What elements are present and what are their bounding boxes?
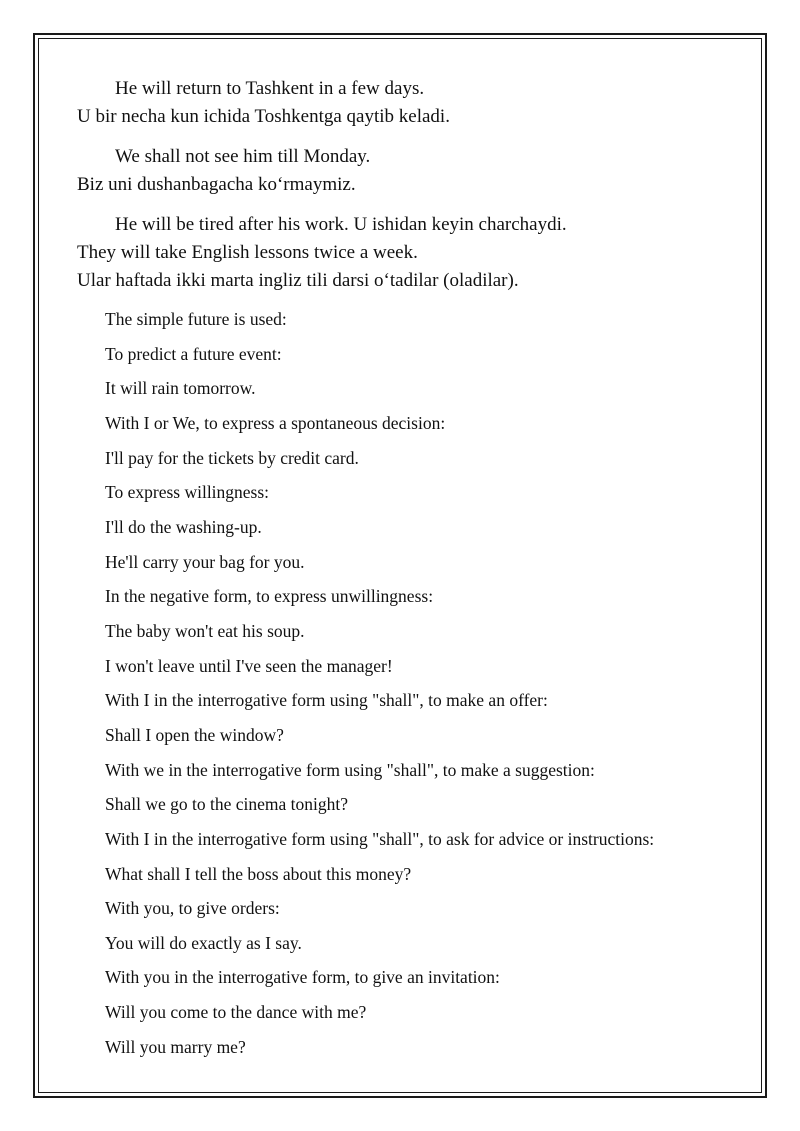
rule-example: It will rain tomorrow. — [105, 378, 256, 398]
rule-line: With you in the interrogative form, to give an invitation: — [105, 967, 500, 987]
rule-example: Will you come to the dance with me? — [105, 1002, 367, 1022]
example-3-english: He will be tired after his work. U ishidan keyin charchaydi. — [115, 214, 567, 235]
example-3-uzbek: Ular haftada ikki marta ingliz tili darsi o‘tadilar (oladilar). — [77, 270, 519, 291]
rule-line: To express willingness: — [105, 482, 270, 502]
rule-line: With I in the interrogative form using "shall", to make an offer: — [105, 690, 548, 710]
example-3-english-line-2: They will take English lessons twice a week. — [77, 242, 418, 263]
rule-line: With I in the interrogative form using "shall", to ask for advice or instructions: — [105, 829, 655, 849]
example-2-english: We shall not see him till Monday. — [115, 146, 371, 167]
rule-example: You will do exactly as I say. — [105, 933, 302, 953]
rule-line: In the negative form, to express unwillingness: — [105, 586, 434, 606]
example-2-uzbek: Biz uni dushanbagacha ko‘rmaymiz. — [77, 174, 356, 195]
rule-line: With I or We, to express a spontaneous decision: — [105, 413, 446, 433]
rule-example: I'll do the washing-up. — [105, 517, 262, 537]
rule-line: With we in the interrogative form using "shall", to make a suggestion: — [105, 760, 595, 780]
rule-example: I'll pay for the tickets by credit card. — [105, 448, 359, 468]
rule-example: I won't leave until I've seen the manager! — [105, 656, 393, 676]
rule-line: With you, to give orders: — [105, 898, 280, 918]
example-1-english: He will return to Tashkent in a few days. — [115, 78, 425, 99]
rule-line: To predict a future event: — [105, 344, 282, 364]
rule-example: What shall I tell the boss about this money? — [105, 864, 412, 884]
rule-line: The simple future is used: — [105, 309, 287, 329]
rule-example: He'll carry your bag for you. — [105, 552, 305, 572]
rule-example: Shall we go to the cinema tonight? — [105, 794, 349, 814]
rule-example: Shall I open the window? — [105, 725, 284, 745]
example-1-uzbek: U bir necha kun ichida Toshkentga qaytib keladi. — [77, 106, 450, 127]
rule-example: The baby won't eat his soup. — [105, 621, 305, 641]
rule-example: Will you marry me? — [105, 1037, 246, 1057]
